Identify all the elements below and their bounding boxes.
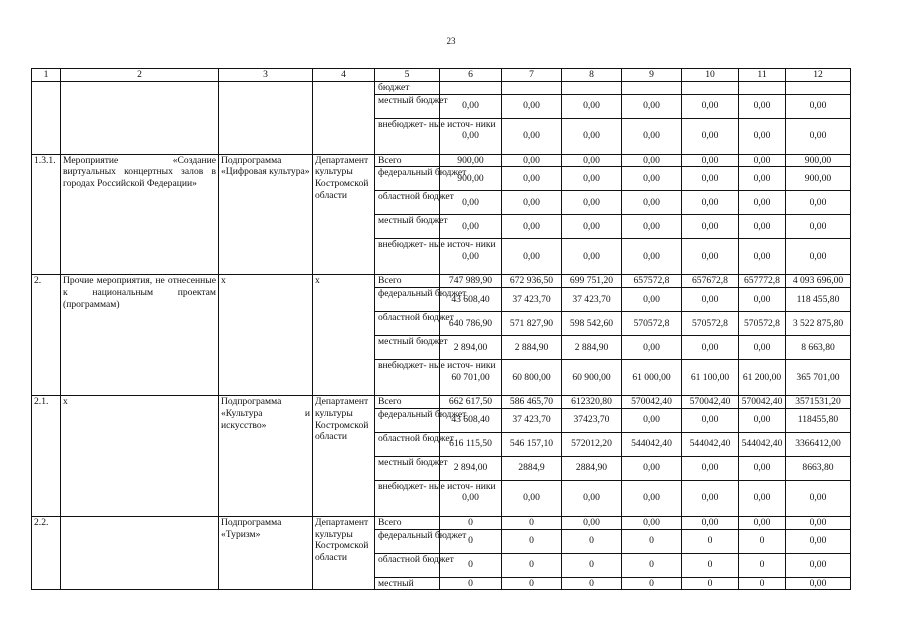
amount-cell: 0,00: [562, 167, 622, 191]
funding-source: Всего: [375, 516, 440, 529]
amount-cell: 60 701,00: [440, 360, 502, 396]
amount-cell: 61 100,00: [682, 360, 739, 396]
amount-cell: [682, 82, 739, 95]
amount-cell: 0,00: [622, 118, 682, 154]
amount-cell: 0,00: [562, 239, 622, 275]
column-number: 7: [502, 69, 562, 82]
item-name: x: [61, 396, 219, 517]
amount-cell: 2884,90: [562, 456, 622, 480]
amount-cell: 0: [682, 529, 739, 553]
amount-cell: 0,00: [622, 336, 682, 360]
amount-cell: 0: [502, 577, 562, 590]
amount-cell: 0,00: [502, 118, 562, 154]
amount-cell: 0: [562, 529, 622, 553]
amount-cell: 616 115,50: [440, 432, 502, 456]
amount-cell: 37423,70: [562, 408, 622, 432]
funding-source: Всего: [375, 275, 440, 288]
amount-cell: 0,00: [682, 408, 739, 432]
column-number: 4: [313, 69, 375, 82]
column-number: 2: [61, 69, 219, 82]
amount-cell: 0,00: [622, 456, 682, 480]
amount-cell: 60 900,00: [562, 360, 622, 396]
table-row: [32, 396, 851, 409]
amount-cell: 0,00: [739, 154, 786, 167]
amount-cell: 0,00: [739, 480, 786, 516]
amount-cell: 0,00: [739, 191, 786, 215]
amount-cell: 0,00: [739, 167, 786, 191]
amount-cell: 657772,8: [739, 275, 786, 288]
amount-cell: 544042,40: [682, 432, 739, 456]
amount-cell: 3 522 875,80: [786, 312, 851, 336]
item-name: [61, 516, 219, 589]
amount-cell: 37 423,70: [502, 288, 562, 312]
amount-cell: 2 884,90: [502, 336, 562, 360]
amount-cell: 0,00: [562, 516, 622, 529]
amount-cell: 37 423,70: [502, 408, 562, 432]
amount-cell: 0,00: [562, 94, 622, 118]
amount-cell: 0,00: [502, 480, 562, 516]
column-number: 9: [622, 69, 682, 82]
amount-cell: 586 465,70: [502, 396, 562, 409]
amount-cell: 0: [502, 553, 562, 577]
program-name: Подпрограмма «Культура и искусство»: [219, 396, 313, 517]
column-number: 11: [739, 69, 786, 82]
amount-cell: 61 000,00: [622, 360, 682, 396]
amount-cell: 0,00: [786, 215, 851, 239]
funding-source: местный бюджет: [375, 456, 440, 480]
amount-cell: [562, 82, 622, 95]
amount-cell: 0,00: [786, 516, 851, 529]
item-code: 1.3.1.: [32, 154, 61, 275]
amount-cell: 0,00: [786, 529, 851, 553]
table-row: [32, 516, 851, 529]
amount-cell: 0,00: [682, 456, 739, 480]
amount-cell: 0,00: [622, 94, 682, 118]
table-row: [32, 82, 851, 95]
amount-cell: 0,00: [682, 516, 739, 529]
amount-cell: 0: [502, 516, 562, 529]
amount-cell: 0: [739, 553, 786, 577]
amount-cell: 2884,9: [502, 456, 562, 480]
amount-cell: 0,00: [682, 336, 739, 360]
funding-source: местный бюджет: [375, 215, 440, 239]
amount-cell: 0,00: [622, 167, 682, 191]
amount-cell: 0,00: [562, 154, 622, 167]
column-number: 1: [32, 69, 61, 82]
item-name: Прочие мероприятия, не отнесенные к национальным проектам (программам): [61, 275, 219, 396]
amount-cell: 662 617,50: [440, 396, 502, 409]
funding-source: местный бюджет: [375, 94, 440, 118]
amount-cell: 0,00: [739, 456, 786, 480]
amount-cell: 0,00: [739, 288, 786, 312]
amount-cell: 0,00: [622, 408, 682, 432]
funding-source: внебюджет- ные источ- ники: [375, 360, 440, 396]
amount-cell: 0,00: [786, 577, 851, 590]
amount-cell: 571 827,90: [502, 312, 562, 336]
item-code: 2.1.: [32, 396, 61, 517]
item-name: Мероприятие «Создание виртуальных концертных залов в городах Российской Федерации»: [61, 154, 219, 275]
funding-source: областной бюджет: [375, 553, 440, 577]
funding-source: областной бюджет: [375, 312, 440, 336]
item-name: [61, 82, 219, 155]
item-code: 2.: [32, 275, 61, 396]
amount-cell: 546 157,10: [502, 432, 562, 456]
amount-cell: 0,00: [739, 239, 786, 275]
column-number: 3: [219, 69, 313, 82]
amount-cell: 0,00: [440, 215, 502, 239]
amount-cell: 0,00: [622, 516, 682, 529]
funding-source: федеральный бюджет: [375, 408, 440, 432]
amount-cell: 8 663,80: [786, 336, 851, 360]
department-name: Департамент культуры Костромской области: [313, 516, 375, 589]
budget-table: [31, 68, 851, 590]
amount-cell: 0,00: [622, 480, 682, 516]
amount-cell: [739, 82, 786, 95]
amount-cell: 0,00: [440, 480, 502, 516]
amount-cell: 61 200,00: [739, 360, 786, 396]
amount-cell: 0: [562, 577, 622, 590]
program-name: x: [219, 275, 313, 396]
funding-source: местный: [375, 577, 440, 590]
item-code: 2.2.: [32, 516, 61, 589]
amount-cell: 570572,8: [622, 312, 682, 336]
amount-cell: 900,00: [786, 154, 851, 167]
amount-cell: 0: [562, 553, 622, 577]
amount-cell: 0,00: [502, 215, 562, 239]
program-name: Подпрограмма «Туризм»: [219, 516, 313, 589]
amount-cell: 900,00: [440, 167, 502, 191]
amount-cell: 0: [440, 577, 502, 590]
amount-cell: 0,00: [786, 239, 851, 275]
amount-cell: 37 423,70: [562, 288, 622, 312]
amount-cell: 0,00: [786, 480, 851, 516]
amount-cell: 0,00: [739, 336, 786, 360]
amount-cell: 60 800,00: [502, 360, 562, 396]
funding-source: бюджет: [375, 82, 440, 95]
amount-cell: [622, 82, 682, 95]
amount-cell: 0,00: [682, 191, 739, 215]
amount-cell: 0: [440, 516, 502, 529]
funding-source: областной бюджет: [375, 191, 440, 215]
department-name: Департамент культуры Костромской области: [313, 154, 375, 275]
amount-cell: 0,00: [739, 118, 786, 154]
amount-cell: 0,00: [622, 288, 682, 312]
amount-cell: 2 894,00: [440, 456, 502, 480]
amount-cell: [786, 82, 851, 95]
funding-source: местный бюджет: [375, 336, 440, 360]
amount-cell: 0,00: [739, 94, 786, 118]
amount-cell: 570042,40: [739, 396, 786, 409]
amount-cell: 0: [739, 529, 786, 553]
table-row: [32, 275, 851, 288]
amount-cell: 0,00: [682, 288, 739, 312]
department-name: x: [313, 275, 375, 396]
amount-cell: 544042,40: [622, 432, 682, 456]
amount-cell: 0,00: [622, 191, 682, 215]
amount-cell: 570042,40: [682, 396, 739, 409]
amount-cell: 0,00: [562, 118, 622, 154]
amount-cell: 0,00: [562, 480, 622, 516]
amount-cell: 0,00: [682, 480, 739, 516]
amount-cell: 598 542,60: [562, 312, 622, 336]
amount-cell: 0,00: [440, 191, 502, 215]
amount-cell: 4 093 696,00: [786, 275, 851, 288]
funding-source: федеральный бюджет: [375, 529, 440, 553]
amount-cell: 0,00: [440, 239, 502, 275]
amount-cell: [440, 82, 502, 95]
amount-cell: 0,00: [739, 215, 786, 239]
amount-cell: 570042,40: [622, 396, 682, 409]
amount-cell: 612320,80: [562, 396, 622, 409]
program-name: [219, 82, 313, 155]
table-row: [32, 154, 851, 167]
amount-cell: 0,00: [786, 94, 851, 118]
amount-cell: 570572,8: [682, 312, 739, 336]
funding-source: Всего: [375, 396, 440, 409]
amount-cell: 0: [739, 577, 786, 590]
amount-cell: 0,00: [440, 118, 502, 154]
amount-cell: 0,00: [502, 239, 562, 275]
funding-source: федеральный бюджет: [375, 288, 440, 312]
funding-source: федеральный бюджет: [375, 167, 440, 191]
item-code: [32, 82, 61, 155]
amount-cell: 0,00: [786, 191, 851, 215]
amount-cell: 0,00: [739, 408, 786, 432]
amount-cell: 572012,20: [562, 432, 622, 456]
amount-cell: 0,00: [682, 154, 739, 167]
amount-cell: 900,00: [440, 154, 502, 167]
page-number: 23: [446, 36, 456, 46]
department-name: [313, 82, 375, 155]
amount-cell: 0: [622, 529, 682, 553]
funding-source: Всего: [375, 154, 440, 167]
amount-cell: 747 989,90: [440, 275, 502, 288]
amount-cell: 672 936,50: [502, 275, 562, 288]
amount-cell: 0: [622, 577, 682, 590]
column-number: 5: [375, 69, 440, 82]
amount-cell: 0,00: [502, 191, 562, 215]
amount-cell: 0,00: [562, 191, 622, 215]
amount-cell: 43 608,40: [440, 408, 502, 432]
funding-source: внебюджет- ные источ- ники: [375, 239, 440, 275]
amount-cell: 0,00: [502, 167, 562, 191]
amount-cell: 0: [502, 529, 562, 553]
amount-cell: 0,00: [682, 94, 739, 118]
column-number: 12: [786, 69, 851, 82]
amount-cell: 118455,80: [786, 408, 851, 432]
amount-cell: 900,00: [786, 167, 851, 191]
amount-cell: 0,00: [622, 154, 682, 167]
amount-cell: 640 786,90: [440, 312, 502, 336]
amount-cell: 0,00: [786, 553, 851, 577]
program-name: Подпрограмма «Цифровая культура»: [219, 154, 313, 275]
amount-cell: 0: [682, 553, 739, 577]
amount-cell: 0,00: [682, 215, 739, 239]
amount-cell: 0: [440, 529, 502, 553]
amount-cell: 570572,8: [739, 312, 786, 336]
amount-cell: 2 884,90: [562, 336, 622, 360]
amount-cell: 8663,80: [786, 456, 851, 480]
amount-cell: 657572,8: [622, 275, 682, 288]
column-number-row: [32, 69, 851, 82]
amount-cell: 0,00: [502, 94, 562, 118]
amount-cell: 0,00: [622, 215, 682, 239]
amount-cell: 0,00: [502, 154, 562, 167]
amount-cell: 699 751,20: [562, 275, 622, 288]
amount-cell: 0,00: [682, 239, 739, 275]
amount-cell: 43 608,40: [440, 288, 502, 312]
amount-cell: 118 455,80: [786, 288, 851, 312]
department-name: Департамент культуры Костромской области: [313, 396, 375, 517]
amount-cell: 2 894,00: [440, 336, 502, 360]
amount-cell: 0,00: [739, 516, 786, 529]
funding-source: внебюджет- ные источ- ники: [375, 118, 440, 154]
amount-cell: 0,00: [562, 215, 622, 239]
amount-cell: 0,00: [440, 94, 502, 118]
amount-cell: 544042,40: [739, 432, 786, 456]
amount-cell: 0: [682, 577, 739, 590]
column-number: 10: [682, 69, 739, 82]
column-number: 6: [440, 69, 502, 82]
amount-cell: 3571531,20: [786, 396, 851, 409]
amount-cell: 0: [622, 553, 682, 577]
amount-cell: 0: [440, 553, 502, 577]
amount-cell: 365 701,00: [786, 360, 851, 396]
amount-cell: 0,00: [682, 167, 739, 191]
amount-cell: 0,00: [682, 118, 739, 154]
funding-source: областной бюджет: [375, 432, 440, 456]
funding-source: внебюджет- ные источ- ники: [375, 480, 440, 516]
amount-cell: 657672,8: [682, 275, 739, 288]
amount-cell: 3366412,00: [786, 432, 851, 456]
amount-cell: 0,00: [622, 239, 682, 275]
amount-cell: [502, 82, 562, 95]
amount-cell: 0,00: [786, 118, 851, 154]
column-number: 8: [562, 69, 622, 82]
